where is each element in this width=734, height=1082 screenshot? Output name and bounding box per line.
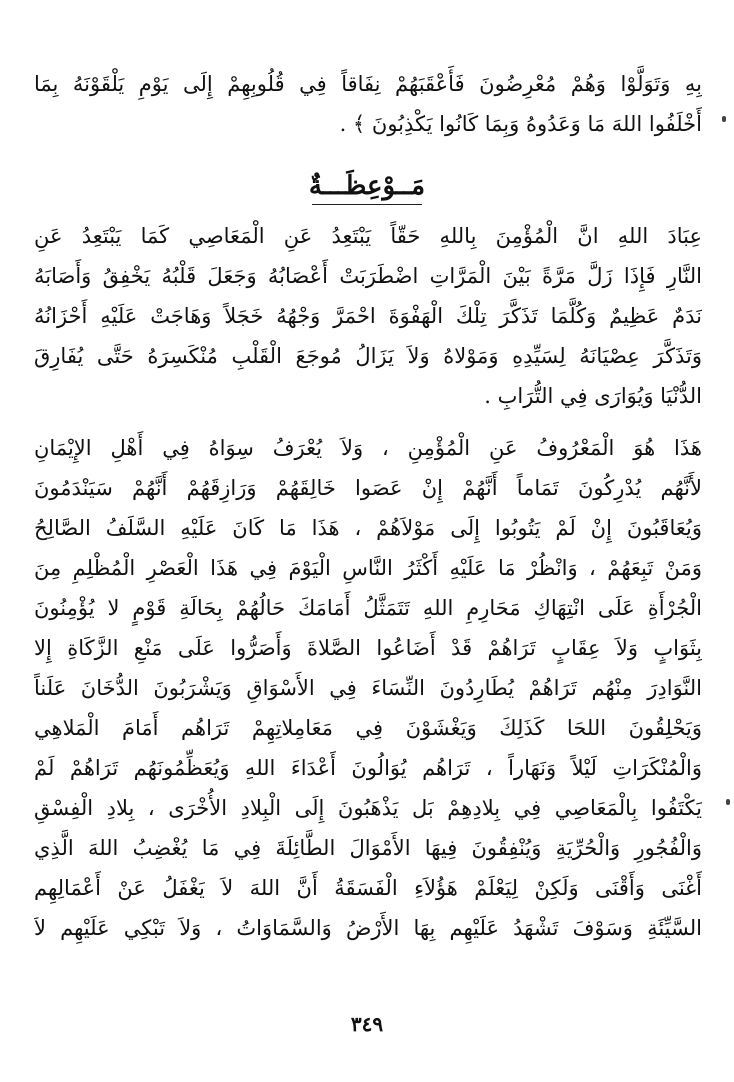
text-line: بِثَوَابٍ وَلاَ عِقَابٍ تَرَاهُمْ قَدْ أَضَاعُوا الصَّلاةَ وَأَصَرُّوا عَلَى مَنْعِ الزَّكَاةِ إِلا [34, 636, 702, 660]
text-line: وَالْفُجُورِ وَالْحُرِّيَةِ وَيُنْفِقُونَ فِيهَا الأَمْوَالَ الطَّائِلَةَ فِي مَا يُغْضِبُ اللهَ الَّذِي [34, 836, 702, 860]
page-number: ٣٤٩ [350, 1012, 384, 1036]
text-line: وَتَذَكَّرَ عِصْيَانَهُ لِسَيِّدِهِ وَمَوْلاهُ وَلاَ يَزَالُ مُوجَعَ الْقَلْبِ مُنْكَسِرَهُ حَتَّى يُفَارِقَ [34, 344, 702, 368]
text-line: النَّارِ فَإِذَا زَلَّ مَرَّةً بَيْنَ الْمَرَّاتِ اضْطَرَبَتْ أَعْصَابُهُ وَجَعَلَ قَلْبُهُ يَخْفِقُ وَأَصَابَهُ [34, 264, 702, 288]
text-line: النَّوَادِرَ مِنْهُم تَرَاهُمْ يُطَارِدُونَ النِّسَاءَ فِي الأَسْوَاقِ وَيَشْرَبُونَ الدُّخَانَ عَلَناً [34, 676, 702, 700]
text-line: الدُّنْيَا وَيُوَارَى فِي التُّرَابِ . [484, 384, 702, 408]
text-line: عِبَادَ اللهِ انَّ الْمُؤْمِنَ بِاللهِ حَقّاً يَبْتَعِدُ عَنِ الْمَعَاصِي كَمَا يَبْتَعِدُ عَنِ [34, 224, 702, 248]
text-line: الْجُرْأَةِ عَلَى انْتِهَاكِ مَحَارِمِ اللهِ تَتَمَثَّلُ أَمَامَكَ حَالُهُمْ بِحَالَةِ قَوْمٍ لا يُؤْمِنُونَ [34, 596, 702, 620]
text-line: نَدَمٌ عَظِيمٌ وَكُلَّمَا تَذَكَّرَ تِلْكَ الْهَفْوَةَ احْمَرَّ وَجْهُهُ خَجَلاً وَهَاجَتْ عَلَيْهِ أَحْزَانُهُ [34, 304, 702, 328]
mawiza-paragraph [34, 216, 702, 416]
text-line: أَخْلَفُوا اللهَ مَا وَعَدُوهُ وَبِمَا كَانُوا يَكْذِبُونَ ﴾ . [339, 112, 702, 136]
text-line: يَكْتَفُوا بِالْمَعَاصِي فِي بِلادِهِمْ بَل يَذْهَبُونَ إِلَى الْبِلادِ الأُخْرَى ، بِلادِ الْفِسْقِ [34, 796, 702, 820]
scan-speck [726, 799, 730, 805]
text-line: وَمَنْ تَبِعَهُمْ ، وَانْظُرْ مَا عَلَيْهِ أَكْثَرُ النَّاسِ الْيَوْمَ فِي هَذَا الْعَصْرِ الْمُظْلِمِ مِنَ [34, 556, 702, 580]
text-line: السَّيِّئَةِ وَسَوْفَ تَشْهَدُ عَلَيْهِم بِهَا الأَرْضُ وَالسَّمَاوَاتُ ، وَلاَ تَبْكِي عَلَيْهِم لاَ [34, 916, 702, 940]
heading-underline [312, 204, 422, 205]
text-line: أَغْنَى وَأَقْنَى وَلَكِنْ لِيَعْلَمْ هَؤُلاَءِ الْفَسَقَةُ أَنَّ اللهَ لاَ يَغْفَلُ عَنْ أَعْمَالِهِم [34, 876, 702, 900]
text-line: بِهِ وَتَوَلَّوْا وَهُمْ مُعْرِضُونَ فَأَعْقَبَهُمْ نِفَاقاً فِي قُلُوبِهِمْ إِلَى يَوْمِ يَلْقَوْنَهُ بِمَا [34, 72, 702, 96]
text-line: وَيُعَاقَبُونَ إِنْ لَمْ يَتُوبُوا إِلَى مَوْلاَهُمْ ، هَذَا مَا كَانَ عَلَيْهِ السَّلَفُ الصَّالِحُ [34, 516, 702, 540]
text-line: وَالْمُنْكَرَاتِ لَيْلاً وَنَهَاراً ، تَرَاهُم يُوَالُونَ أَعْدَاءَ اللهِ وَيُعَظِّمُونَهُم تَرَاهُمْ لَمْ [34, 756, 702, 780]
section-heading: مَــوْعِظَـــةٌ [308, 171, 426, 201]
text-line: لأَنَّهُم يُدْرِكُونَ تَمَاماً أَنَّهُمْ إِنْ عَصَوا خَالِقَهُمْ وَرَازِقَهُمْ أَنَّهُمْ سَيَنْدَمُونَ [34, 476, 702, 500]
main-paragraph [34, 428, 702, 948]
intro-paragraph [34, 64, 702, 144]
text-line: وَيَحْلِقُونَ اللحَا كَذَلِكَ وَيَغْشَوْنَ فِي مَعَامِلاتِهِمْ تَرَاهُم أَمَامَ الْمَلاهِي [34, 716, 702, 740]
text-line: هَذَا هُوَ الْمَعْرُوفُ عَنِ الْمُؤْمِنِ ، وَلاَ يُعْرَفُ سِوَاهُ فِي أَهْلِ الإِيْمَانِ [34, 436, 702, 460]
scan-speck [722, 116, 726, 122]
